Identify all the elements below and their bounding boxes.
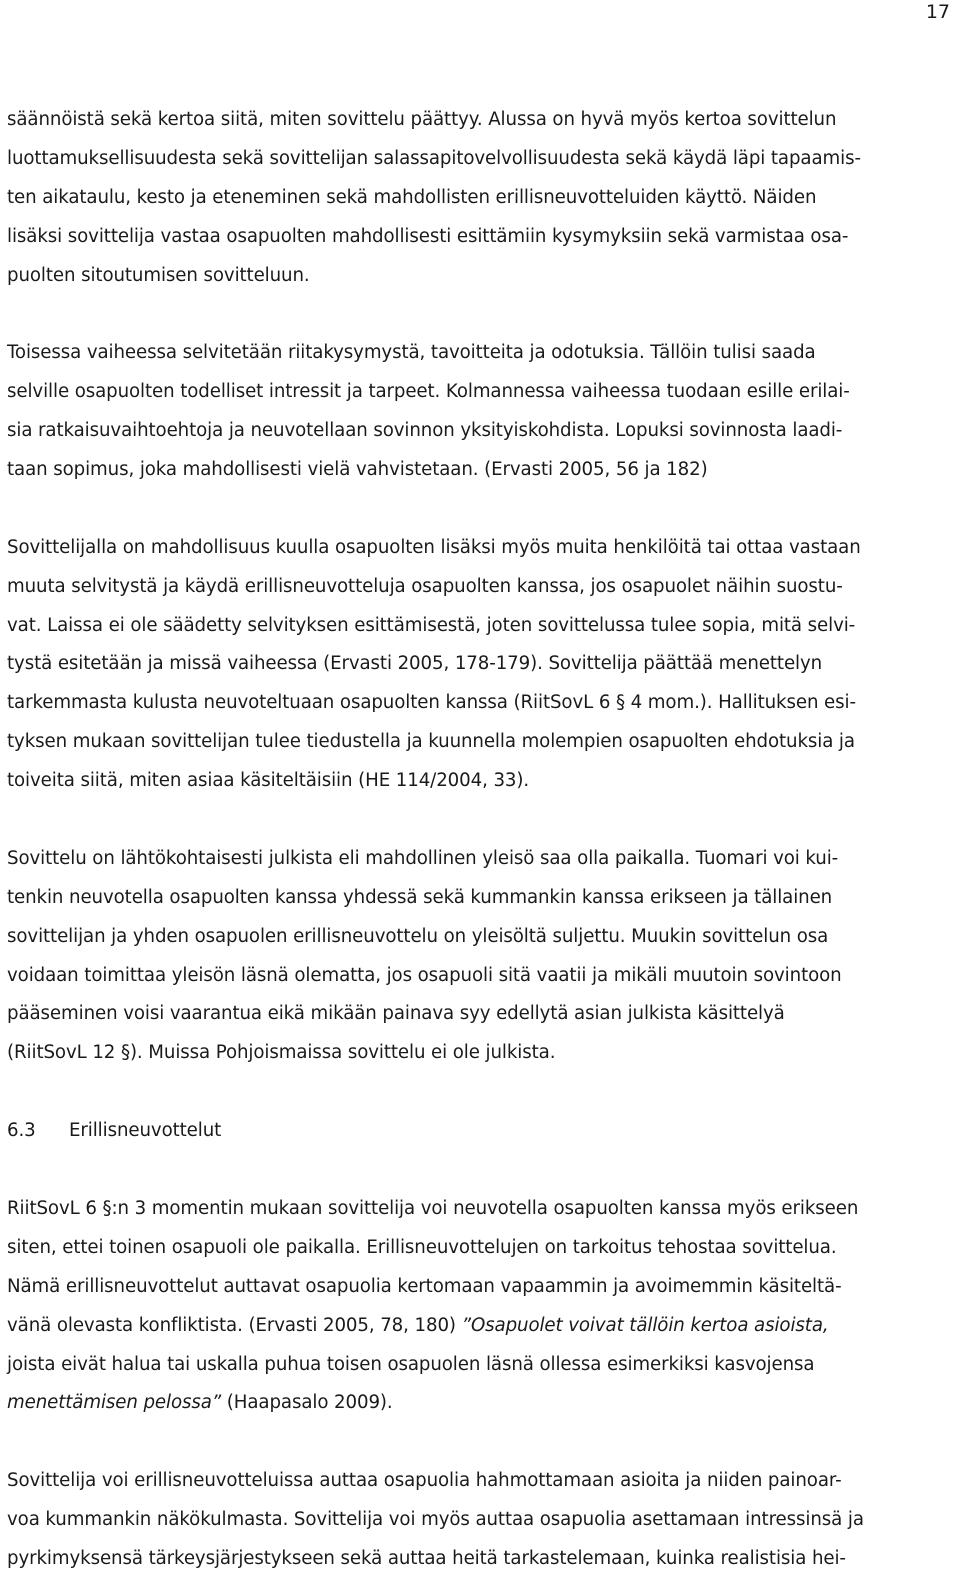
text-line: vat. Laissa ei ole säädetty selvityksen esittämisestä, joten sovittelussa tulee sopia, mitä selvi-	[7, 614, 856, 636]
text-line	[7, 1384, 953, 1423]
citation: (Haapasalo 2009).	[221, 1392, 393, 1414]
quote-text: joista eivät halua tai uskalla puhua toisen osapuolen läsnä ollessa esimerkiksi kasvojensa	[7, 1353, 815, 1375]
paragraph	[7, 334, 953, 490]
text-line: Sovittelijalla on mahdollisuus kuulla osapuolten lisäksi myös muita henkilöitä tai ottaa vastaan	[7, 536, 861, 558]
text-line: Toisessa vaiheessa selvitetään riitakysymystä, tavoitteita ja odotuksia. Tällöin tulisi saada	[7, 342, 816, 364]
section-number: 6.3	[7, 1120, 36, 1142]
text-line	[7, 1307, 953, 1346]
text-line: Sovittelu on lähtökohtaisesti julkista eli mahdollinen yleisö saa olla paikalla. Tuomari voi kui-	[7, 847, 839, 869]
quote-text: menettämisen pelossa”	[7, 1392, 222, 1414]
paragraph	[7, 1190, 953, 1423]
text-line: pyrkimyksensä tärkeysjärjestykseen sekä auttaa heitä tarkastelemaan, kuinka realistisia hei-	[7, 1547, 846, 1569]
text-line: RiitSovL 6 §:n 3 momentin mukaan sovittelija voi neuvotella osapuolten kanssa myös erikseen	[7, 1197, 859, 1219]
text-span: vänä olevasta konfliktista. (Ervasti 2005, 78, 180)	[7, 1314, 462, 1336]
text-line: tyksen mukaan sovittelijan tulee tiedustella ja kuunnella molempien osapuolten ehdotuksia ja	[7, 731, 855, 753]
paragraph	[7, 101, 953, 295]
section-title: Erillisneuvottelut	[69, 1120, 222, 1142]
section-heading	[7, 1112, 953, 1151]
text-line: taan sopimus, joka mahdollisesti vielä vahvistetaan. (Ervasti 2005, 56 ja 182)	[7, 459, 708, 481]
text-line: Sovittelija voi erillisneuvotteluissa auttaa osapuolia hahmottamaan asioita ja niiden painoar-	[7, 1470, 842, 1492]
text-line: ten aikataulu, kesto ja eteneminen sekä mahdollisten erillisneuvotteluiden käyttö. Näiden	[7, 186, 817, 208]
text-line: säännöistä sekä kertoa siitä, miten sovittelu päättyy. Alussa on hyvä myös kertoa sovittelun	[7, 109, 837, 130]
text-line: pääseminen voisi vaarantua eikä mikään painava syy edellytä asian julkista käsittelyä	[7, 1003, 785, 1025]
paragraph	[7, 1462, 953, 1579]
text-line: (RiitSovL 12 §). Muissa Pohjoismaissa sovittelu ei ole julkista.	[7, 1042, 556, 1064]
page-number: 17	[925, 1, 950, 23]
text-line: puolten sitoutumisen sovitteluun.	[7, 264, 310, 286]
text-line: Nämä erillisneuvottelut auttavat osapuolia kertomaan vapaammin ja avoimemmin käsiteltä-	[7, 1275, 842, 1297]
paragraph	[7, 840, 953, 1073]
quote-text: ”Osapuolet voivat tällöin kertoa asioista,	[461, 1314, 829, 1336]
paragraph	[7, 529, 953, 801]
text-line: voidaan toimittaa yleisön läsnä olematta, jos osapuoli sitä vaatii ja mikäli muutoin sovintoon	[7, 964, 842, 986]
text-line: tystä esitetään ja missä vaiheessa (Ervasti 2005, 178-179). Sovittelija päättää menettelyn	[7, 653, 823, 675]
document-body	[7, 101, 953, 1579]
text-line: voa kummankin näkökulmasta. Sovittelija voi myös auttaa osapuolia asettamaan intressinsä ja	[7, 1509, 864, 1531]
text-line: sia ratkaisuvaihtoehtoja ja neuvotellaan sovinnon yksityiskohdista. Lopuksi sovinnosta laadi-	[7, 420, 843, 442]
text-line: siten, ettei toinen osapuoli ole paikalla. Erillisneuvottelujen on tarkoitus tehostaa sovittelua.	[7, 1236, 837, 1258]
text-line: tenkin neuvotella osapuolten kanssa yhdessä sekä kummankin kanssa erikseen ja tällainen	[7, 886, 833, 908]
text-line: selville osapuolten todelliset intressit ja tarpeet. Kolmannessa vaiheessa tuodaan esille erilai-	[7, 381, 850, 403]
text-line: lisäksi sovittelija vastaa osapuolten mahdollisesti esittämiin kysymyksiin sekä varmistaa osa-	[7, 225, 849, 247]
text-line: muuta selvitystä ja käydä erillisneuvotteluja osapuolten kanssa, jos osapuolet näihin suostu-	[7, 575, 843, 597]
text-line: toiveita siitä, miten asiaa käsiteltäisiin (HE 114/2004, 33).	[7, 770, 530, 792]
text-line: sovittelijan ja yhden osapuolen erillisneuvottelu on yleisöltä suljettu. Muukin sovittelun osa	[7, 925, 829, 947]
text-line: tarkemmasta kulusta neuvoteltuaan osapuolten kanssa (RiitSovL 6 § 4 mom.). Hallituksen esi-	[7, 692, 856, 714]
text-line: luottamuksellisuudesta sekä sovittelijan salassapitovelvollisuudesta sekä käydä läpi tapaamis-	[7, 147, 861, 169]
